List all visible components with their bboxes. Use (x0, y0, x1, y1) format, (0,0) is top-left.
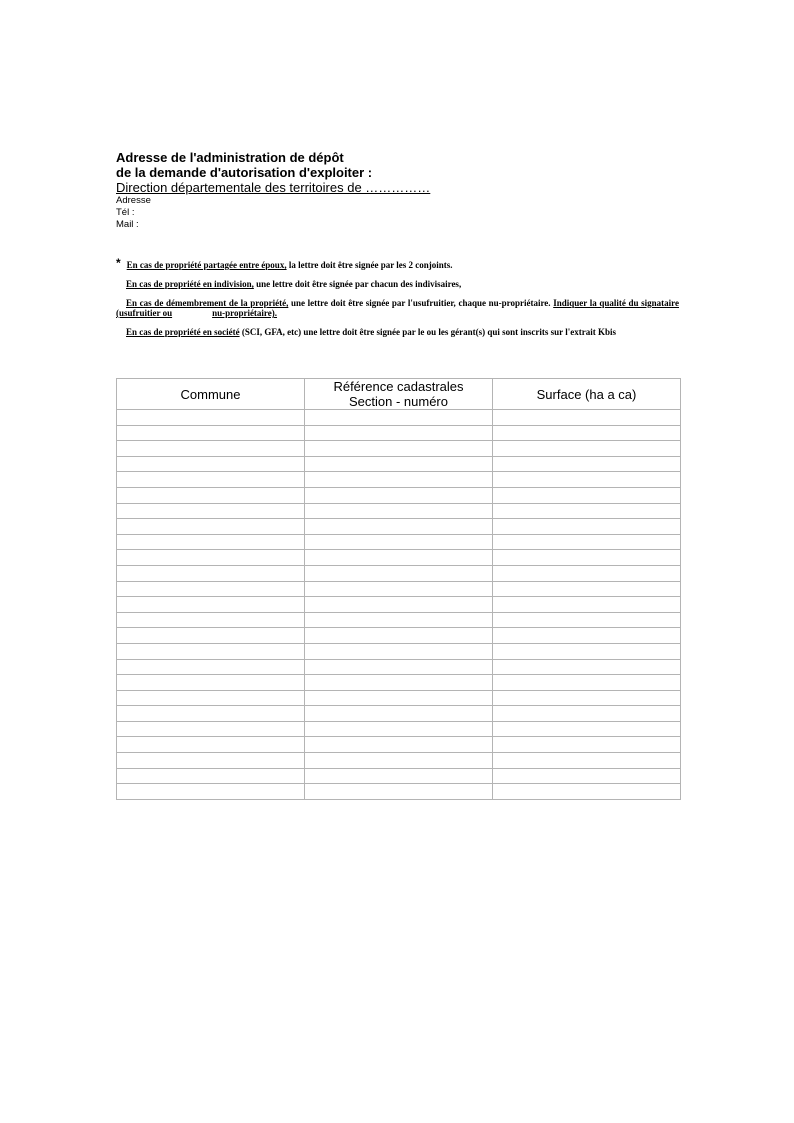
commune-cell[interactable] (117, 441, 305, 457)
table-row (117, 410, 681, 426)
administration-address-block (116, 150, 516, 231)
commune-cell[interactable] (117, 550, 305, 566)
surface-cell[interactable] (493, 550, 681, 566)
surface-cell[interactable] (493, 425, 681, 441)
commune-cell[interactable] (117, 706, 305, 722)
table-row (117, 753, 681, 769)
table-row (117, 768, 681, 784)
commune-cell[interactable] (117, 487, 305, 503)
cadastral-reference-cell[interactable] (305, 768, 493, 784)
commune-cell[interactable] (117, 565, 305, 581)
commune-cell[interactable] (117, 425, 305, 441)
surface-cell[interactable] (493, 534, 681, 550)
cadastral-reference-cell[interactable] (305, 784, 493, 800)
cadastral-reference-cell[interactable] (305, 706, 493, 722)
commune-cell[interactable] (117, 519, 305, 535)
note-dismemberment (116, 298, 679, 318)
table-row (117, 706, 681, 722)
surface-cell[interactable] (493, 565, 681, 581)
header-commune: Commune (117, 379, 305, 410)
table-row (117, 628, 681, 644)
asterisk-marker: * (116, 256, 121, 270)
commune-cell[interactable] (117, 456, 305, 472)
cadastral-reference-cell[interactable] (305, 643, 493, 659)
header-surface: Surface (ha a ca) (493, 379, 681, 410)
table-row (117, 519, 681, 535)
table-row (117, 690, 681, 706)
note1-text: la lettre doit être signée par les 2 conjoints. (286, 260, 453, 270)
cadastral-reference-cell[interactable] (305, 659, 493, 675)
cadastral-reference-cell[interactable] (305, 753, 493, 769)
note-company (116, 327, 679, 337)
parcels-header-row (117, 379, 681, 410)
tel-label: Tél : (116, 207, 135, 218)
commune-cell[interactable] (117, 784, 305, 800)
commune-cell[interactable] (117, 659, 305, 675)
table-row (117, 472, 681, 488)
cadastral-reference-cell[interactable] (305, 597, 493, 613)
note2-heading: En cas de propriété en indivision, (126, 279, 254, 289)
surface-cell[interactable] (493, 519, 681, 535)
commune-cell[interactable] (117, 597, 305, 613)
cadastral-reference-cell[interactable] (305, 737, 493, 753)
cadastral-reference-cell[interactable] (305, 628, 493, 644)
surface-cell[interactable] (493, 472, 681, 488)
signature-notes (116, 258, 679, 346)
note1-heading: En cas de propriété partagée entre époux, (126, 260, 287, 270)
header-reference-line1: Référence cadastrales (333, 379, 464, 394)
table-row (117, 425, 681, 441)
table-row (117, 487, 681, 503)
cadastral-reference-cell[interactable] (305, 503, 493, 519)
note3-emphasis-a: Indiquer la qualité du signataire (usufruitier ou (116, 298, 679, 318)
surface-cell[interactable] (493, 581, 681, 597)
surface-cell[interactable] (493, 643, 681, 659)
adresse-label: Adresse (116, 195, 151, 206)
commune-cell[interactable] (117, 643, 305, 659)
commune-cell[interactable] (117, 472, 305, 488)
address-title-line2: de la demande d'autorisation d'exploiter : (116, 165, 373, 180)
commune-cell[interactable] (117, 534, 305, 550)
parcels-table-body (117, 410, 681, 800)
table-row (117, 737, 681, 753)
cadastral-reference-cell[interactable] (305, 534, 493, 550)
surface-cell[interactable] (493, 487, 681, 503)
table-row (117, 721, 681, 737)
cadastral-reference-cell[interactable] (305, 410, 493, 426)
surface-cell[interactable] (493, 784, 681, 800)
commune-cell[interactable] (117, 690, 305, 706)
cadastral-reference-cell[interactable] (305, 550, 493, 566)
cadastral-reference-cell[interactable] (305, 612, 493, 628)
surface-cell[interactable] (493, 612, 681, 628)
note3-emphasis-b: nu-propriétaire). (212, 308, 278, 318)
surface-cell[interactable] (493, 410, 681, 426)
surface-cell[interactable] (493, 441, 681, 457)
note4-heading: En cas de propriété en société (126, 327, 240, 337)
cadastral-reference-cell[interactable] (305, 581, 493, 597)
commune-cell[interactable] (117, 410, 305, 426)
cadastral-reference-cell[interactable] (305, 721, 493, 737)
surface-cell[interactable] (493, 706, 681, 722)
mail-label: Mail : (116, 219, 139, 230)
header-cadastral-reference (305, 379, 493, 410)
commune-cell[interactable] (117, 768, 305, 784)
table-row (117, 784, 681, 800)
table-row (117, 581, 681, 597)
table-row (117, 565, 681, 581)
table-row (117, 456, 681, 472)
commune-cell[interactable] (117, 737, 305, 753)
cadastral-reference-cell[interactable] (305, 472, 493, 488)
address-title-line1: Adresse de l'administration de dépôt (116, 150, 344, 165)
cadastral-reference-cell[interactable] (305, 441, 493, 457)
commune-cell[interactable] (117, 628, 305, 644)
note2-text: une lettre doit être signée par chacun des indivisaires, (253, 279, 462, 289)
table-row (117, 534, 681, 550)
commune-cell[interactable] (117, 503, 305, 519)
commune-cell[interactable] (117, 753, 305, 769)
commune-cell[interactable] (117, 675, 305, 691)
surface-cell[interactable] (493, 675, 681, 691)
cadastral-reference-cell[interactable] (305, 487, 493, 503)
cadastral-reference-cell[interactable] (305, 565, 493, 581)
note-spouses (116, 258, 679, 270)
table-row (117, 441, 681, 457)
commune-cell[interactable] (117, 612, 305, 628)
direction-line: Direction départementale des territoires de …………… (116, 180, 431, 195)
surface-cell[interactable] (493, 456, 681, 472)
surface-cell[interactable] (493, 628, 681, 644)
table-row (117, 550, 681, 566)
header-reference-line2: Section - numéro (349, 394, 448, 409)
commune-cell[interactable] (117, 721, 305, 737)
table-row (117, 597, 681, 613)
cadastral-reference-cell[interactable] (305, 425, 493, 441)
table-row (117, 659, 681, 675)
cadastral-reference-cell[interactable] (305, 690, 493, 706)
table-row (117, 675, 681, 691)
cadastral-reference-cell[interactable] (305, 456, 493, 472)
table-row (117, 643, 681, 659)
commune-cell[interactable] (117, 581, 305, 597)
cadastral-reference-cell[interactable] (305, 675, 493, 691)
note3-text: une lettre doit être signée par l'usufruitier, chaque nu-propriétaire. (288, 298, 554, 308)
surface-cell[interactable] (493, 753, 681, 769)
note-indivision (116, 279, 679, 289)
parcels-table (116, 378, 681, 800)
note4-text: (SCI, GFA, etc) une lettre doit être signée par le ou les gérant(s) qui sont inscrits sur l'extrait Kbis (239, 327, 616, 337)
cadastral-reference-cell[interactable] (305, 519, 493, 535)
table-row (117, 503, 681, 519)
surface-cell[interactable] (493, 721, 681, 737)
surface-cell[interactable] (493, 737, 681, 753)
surface-cell[interactable] (493, 659, 681, 675)
surface-cell[interactable] (493, 690, 681, 706)
surface-cell[interactable] (493, 597, 681, 613)
table-row (117, 612, 681, 628)
note3-heading: En cas de démembrement de la propriété, (126, 298, 289, 308)
surface-cell[interactable] (493, 768, 681, 784)
surface-cell[interactable] (493, 503, 681, 519)
